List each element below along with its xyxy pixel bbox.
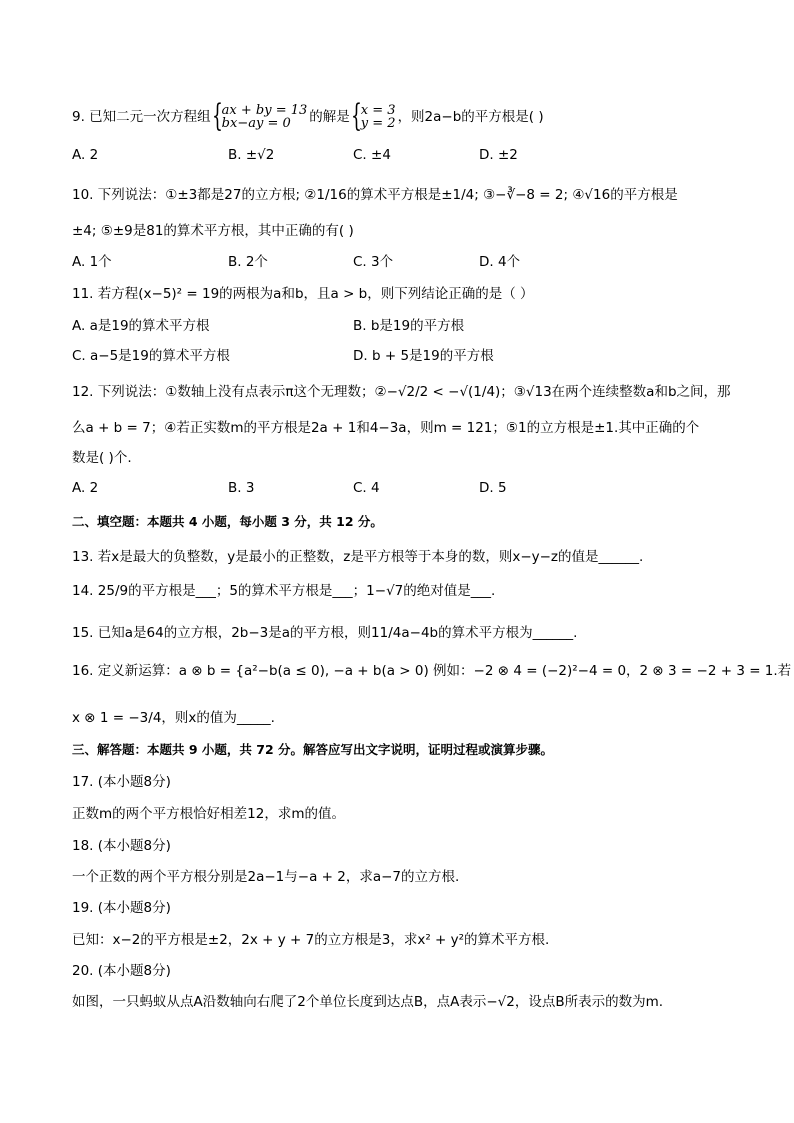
- q16-stem-line1: 16. 定义新运算：a ⊗ b = {a²−b(a ≤ 0), −a + b(a > 0) 例如：−2 ⊗ 4 = (−2)²−4 = 0，2 ⊗ 3 = −2 + 3 = 1.若: [72, 663, 792, 679]
- q11-option-d[interactable]: D. b + 5是19的平方根: [353, 348, 494, 364]
- q10-stem-line2: ±4; ⑤±9是81的算术平方根，其中正确的有( ): [72, 223, 354, 239]
- q12-stem-line2: 么a + b = 7；④若正实数m的平方根是2a + 1和4−3a，则m = 121；⑤1的立方根是±1.其中正确的个: [72, 420, 700, 436]
- q12-option-c[interactable]: C. 4: [353, 480, 380, 496]
- q9-equation-system: { ax + by = 13 bx−ay = 0: [213, 104, 308, 130]
- q11-option-c[interactable]: C. a−5是19的算术平方根: [72, 348, 230, 364]
- q12-option-b[interactable]: B. 3: [228, 480, 255, 496]
- q10-option-d[interactable]: D. 4个: [479, 254, 521, 270]
- q19-body: 已知：x−2的平方根是±2，2x + y + 7的立方根是3，求x² + y²的算术平方根.: [72, 932, 550, 948]
- q9-text-pre: 9. 已知二元一次方程组: [72, 109, 211, 125]
- q12-option-d[interactable]: D. 5: [479, 480, 507, 496]
- q14-stem: 14. 25/9的平方根是___；5的算术平方根是___；1−√7的绝对值是___.: [72, 583, 496, 599]
- q10-option-c[interactable]: C. 3个: [353, 254, 394, 270]
- q9-option-b[interactable]: B. ±√2: [228, 147, 275, 163]
- q17-heading: 17. (本小题8分): [72, 774, 171, 790]
- q12-option-a[interactable]: A. 2: [72, 480, 99, 496]
- q11-option-b[interactable]: B. b是19的平方根: [353, 318, 465, 334]
- q9-text-mid: 的解是: [309, 109, 350, 125]
- q11-option-a[interactable]: A. a是19的算术平方根: [72, 318, 210, 334]
- q10-stem-line1: 10. 下列说法：①±3都是27的立方根; ②1/16的算术平方根是±1/4; ③−∛−8 = 2; ④√16的平方根是: [72, 187, 678, 203]
- q15-stem: 15. 已知a是64的立方根，2b−3是a的平方根，则11/4a−4b的算术平方根为______.: [72, 625, 578, 641]
- q9-option-d[interactable]: D. ±2: [479, 147, 518, 163]
- section-2-heading: 二、填空题：本题共 4 小题，每小题 3 分，共 12 分。: [72, 514, 383, 529]
- q10-option-b[interactable]: B. 2个: [228, 254, 268, 270]
- q16-stem-line2: x ⊗ 1 = −3/4，则x的值为_____.: [72, 710, 275, 726]
- q12-stem-line3: 数是( )个.: [72, 450, 132, 466]
- q20-body: 如图，一只蚂蚁从点A沿数轴向右爬了2个单位长度到达点B，点A表示−√2，设点B所表示的数为m.: [72, 994, 664, 1010]
- section-3-heading: 三、解答题：本题共 9 小题，共 72 分。解答应写出文字说明，证明过程或演算步骤。: [72, 742, 554, 757]
- q17-body: 正数m的两个平方根恰好相差12，求m的值。: [72, 806, 345, 822]
- q12-stem-line1: 12. 下列说法：①数轴上没有点表示π这个无理数；②−√2/2 < −√(1/4)；③√13在两个连续整数a和b之间，那: [72, 384, 731, 400]
- q18-heading: 18. (本小题8分): [72, 838, 171, 854]
- q20-heading: 20. (本小题8分): [72, 963, 171, 979]
- q13-stem: 13. 若x是最大的负整数，y是最小的正整数，z是平方根等于本身的数，则x−y−z的值是______.: [72, 549, 644, 565]
- q9-stem: [72, 104, 544, 130]
- q11-stem: 11. 若方程(x−5)² = 19的两根为a和b，且a > b，则下列结论正确的是（ ）: [72, 286, 534, 302]
- q19-heading: 19. (本小题8分): [72, 900, 171, 916]
- q18-body: 一个正数的两个平方根分别是2a−1与−a + 2，求a−7的立方根.: [72, 869, 460, 885]
- q10-option-a[interactable]: A. 1个: [72, 254, 112, 270]
- q9-text-post: ，则2a−b的平方根是( ): [397, 109, 544, 125]
- q9-solution: { x = 3 y = 2: [352, 104, 396, 130]
- q9-option-c[interactable]: C. ±4: [353, 147, 391, 163]
- q9-option-a[interactable]: A. 2: [72, 147, 99, 163]
